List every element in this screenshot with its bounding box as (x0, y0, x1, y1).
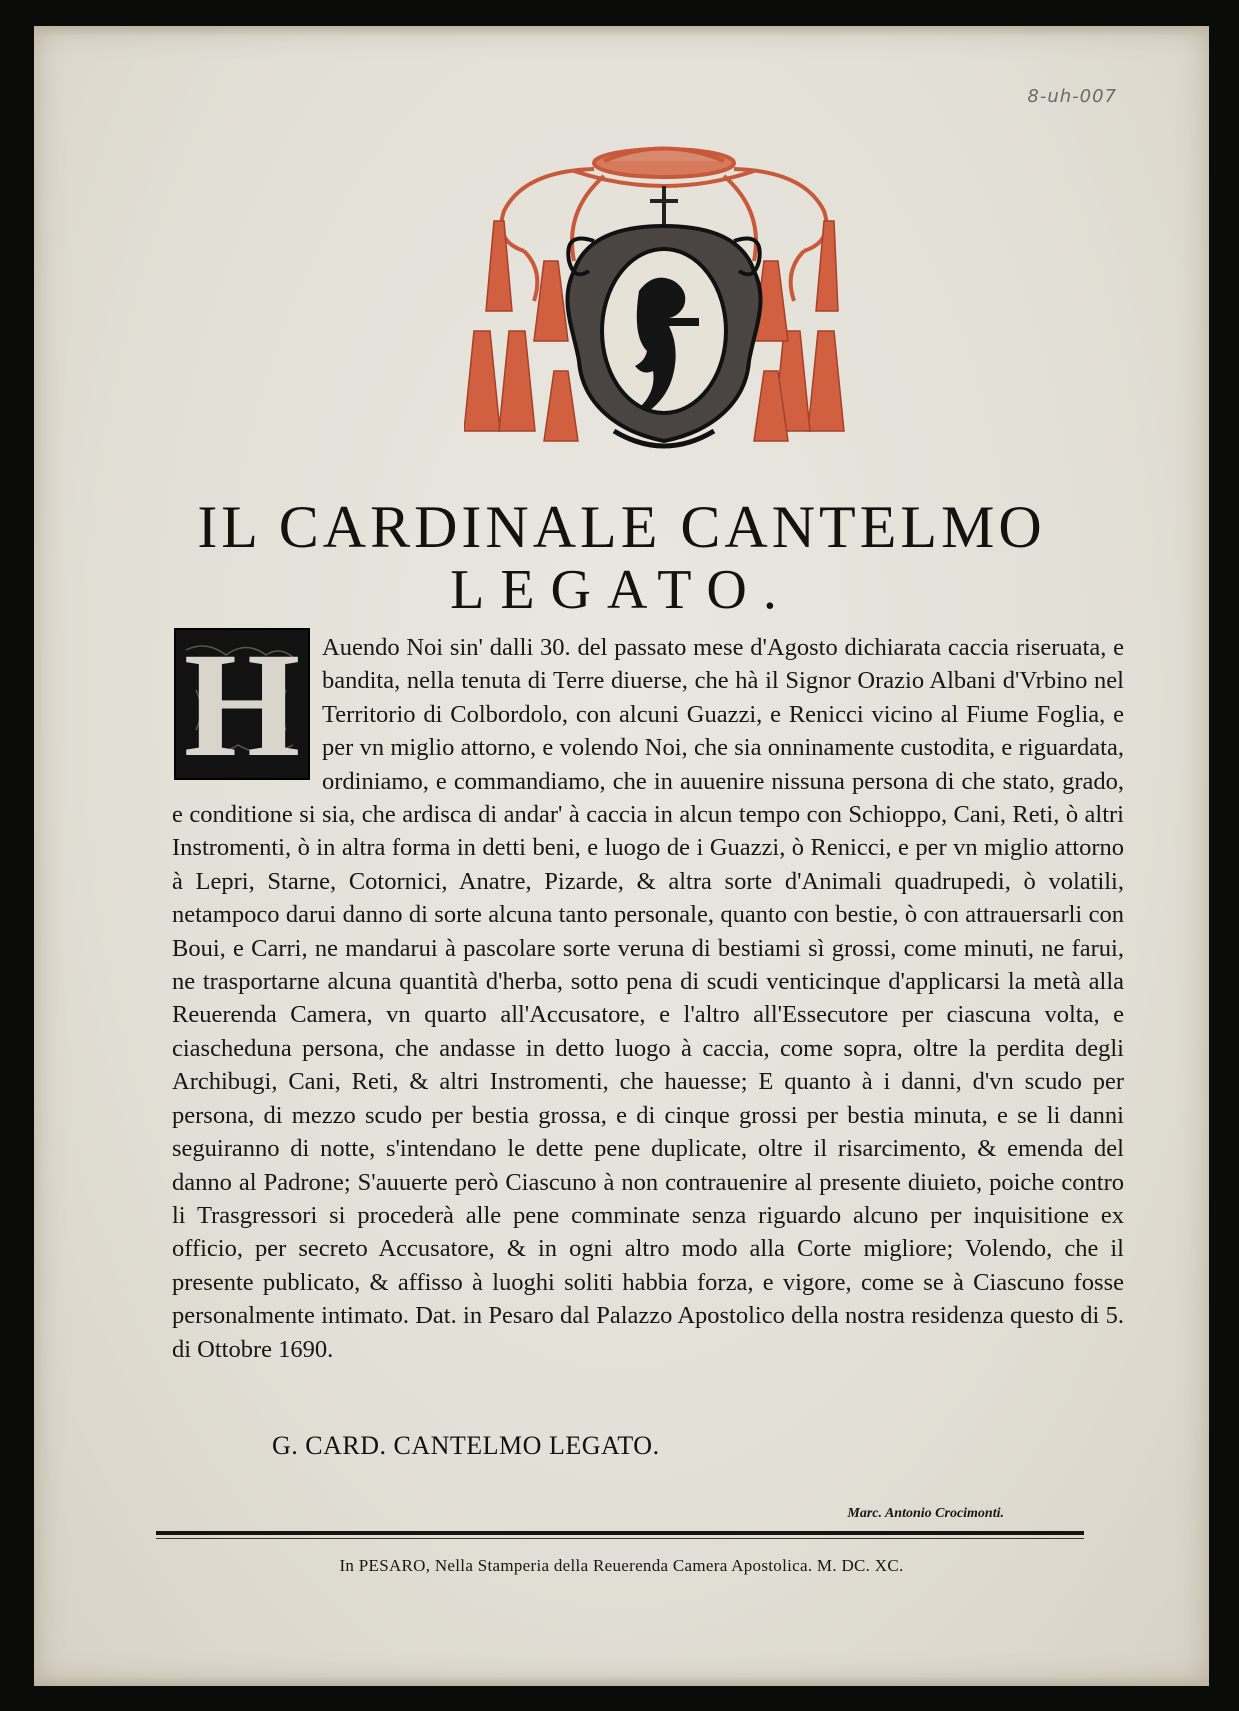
paper-edge-bottom (34, 1676, 1209, 1686)
paper-edge-top (34, 26, 1209, 36)
signature-line: G. CARD. CANTELMO LEGATO. (272, 1431, 660, 1460)
initial-letter: H (183, 622, 301, 788)
broadsheet-page (34, 26, 1209, 1686)
divider-rule-thin (156, 1538, 1084, 1539)
proclamation-body: Auendo Noi sin' dalli 30. del passato mese d'Agosto dichiarata caccia riseruata, e bandita, nella tenuta di Terre diuerse, che hà il Signor Orazio Albani d'Vrbino nel Territorio di Colbordolo, con alcuni Guazzi, e Renicci vicino al Fiume Foglia, e per vn miglio attorno, e volendo Noi, che sia onninamente custodita, e riguardata, ordiniamo, e commandiamo, che in auuenire nissuna persona di che stato, grado, e conditione si sia, che ardisca di andar' à caccia in alcun tempo con Schioppo, Cani, Reti, ò altri Instromenti, ò in altra forma in detti beni, e luogo de i Guazzi, ò Renicci, e per vn miglio attorno à Lepri, Starne, Cotornici, Anatre, Pizarde, & altra sorte d'Animali quadrupedi, ò volatili, netampoco darui danno di sorte alcuna tanto personale, quanto con bestie, ò con attrauersarli con Boui, e Carri, ne mandarui à pascolare sorte veruna di bestiami sì grossi, come minuti, ne farui, ne trasportarne alcuna quantità d'herba, sotto pena di scudi venticinque d'applicarsi la metà alla Reuerenda Camera, vn quarto all'Accusatore, e l'altro all'Essecutore per ciascuna volta, e ciascheduna persona, che andasse in detto luogo à caccia, come sopra, oltre la perdita degli Archibugi, Cani, Reti, & altri Instromenti, che hauesse; E quanto à i danni, d'vn scudo per persona, di mezzo scudo per bestia grossa, e di cinque grossi per bestia minuta, e se li danni seguiranno di notte, s'intendano le dette pene duplicate, oltre il risarcimento, & emenda del danno al Padrone; S'auuerte però Ciascuno à non contrauenire al presente diuieto, poiche contro li Trasgressori si procederà alle pene comminate senza riguardo alcuno per inquisitione ex officio, per secreto Accusatore, & in ogni altro modo alla Corte migliore; Volendo, che il presente publicato, & affisso à luoghi soliti habbia forza, e vigore, come se à Ciascuno fosse personalmente intimato. Dat. in Pesaro dal Palazzo Apostolico della nostra residenza questo di 5. di Ottobre 1690. (172, 634, 1124, 1363)
catalog-mark: 8-uh-007 (1027, 86, 1117, 107)
printer-imprint: In PESARO, Nella Stamperia della Reuerenda Camera Apostolica. M. DC. XC. (339, 1556, 904, 1575)
proclamation-title: IL CARDINALE CANTELMO (197, 494, 1046, 560)
coat-of-arms-icon (464, 131, 864, 491)
divider-rule (156, 1531, 1084, 1535)
clerk-name: Marc. Antonio Crocimonti. (847, 1506, 1004, 1521)
proclamation-subtitle: LEGATO. (450, 559, 793, 621)
